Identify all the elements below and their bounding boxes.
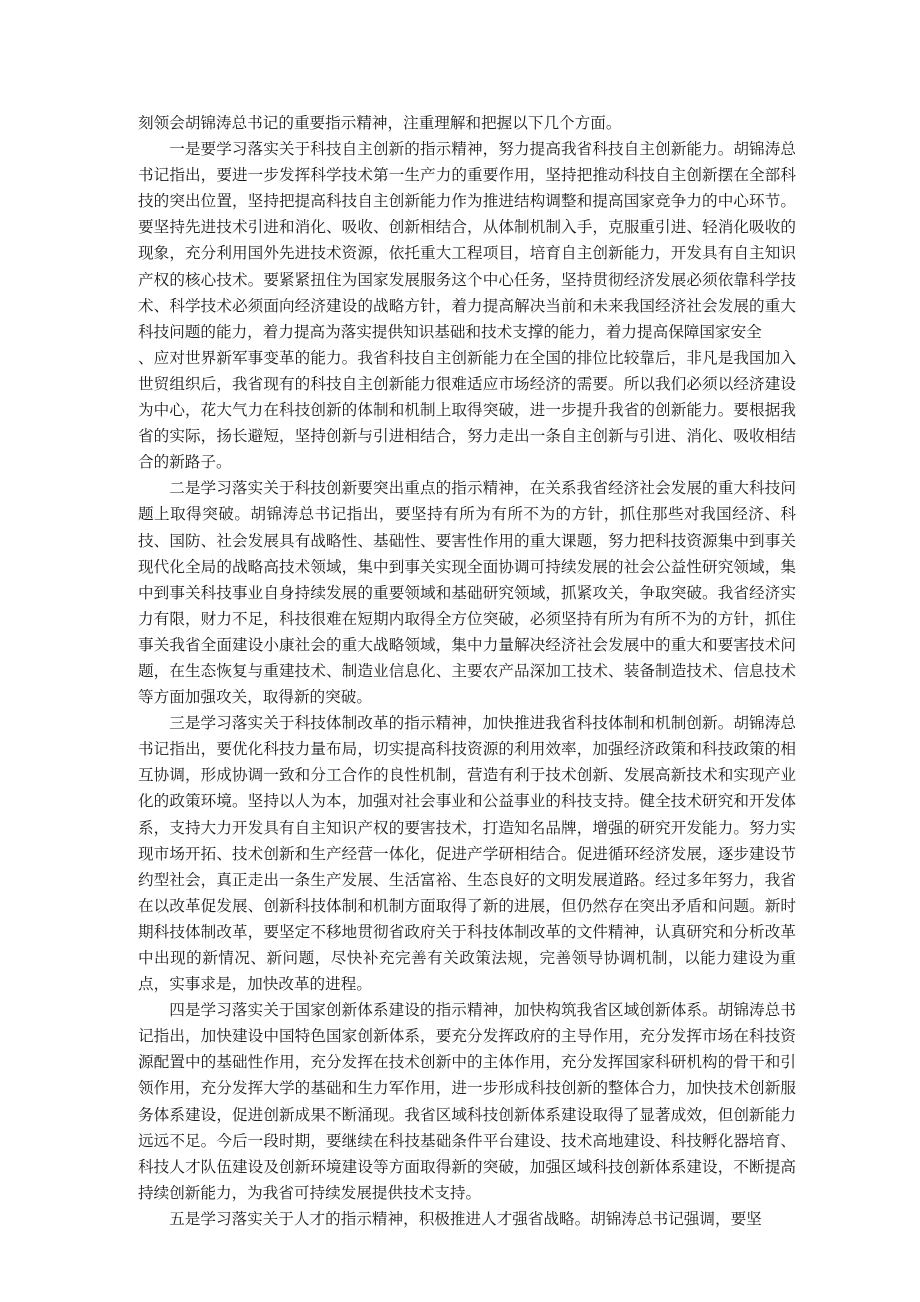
paragraph-point-three: 三是学习落实关于科技体制改革的指示精神，加快推进我省科技体制和机制创新。胡锦涛总书记指出，要优化科技力量布局，切实提高科技资源的利用效率，加强经济政策和科技政策的相互协调，形成协调一致和分工合作的良性机制，营造有利于技术创新、发展高新技术和实现产业化的政策环境。坚持以人为本，加强对社会事业和公益事业的科技支持。健全技术研究和开发体系，支持大力开发具有自主知识产权的要害技术，打造知名品牌，增强的研究开发能力。努力实现市场开拓、技术创新和生产经营一体化，促进产学研相结合。促进循环经济发展，逐步建设节约型社会，真正走出一条生产发展、生活富裕、生态良好的文明发展道路。经过多年努力，我省在以改革促发展、创新科技体制和机制方面取得了新的进展，但仍然存在突出矛盾和问题。新时期科技体制改革，要坚定不移地贯彻省政府关于科技体制改革的文件精神，认真研究和分析改革中出现的新情况、新问题，尽快补充完善有关政策法规，完善领导协调机制，以能力建设为重点，实事求是，加快改革的进程。: [138, 714, 796, 994]
paragraph-continuation: 刻领会胡锦涛总书记的重要指示精神，注重理解和把握以下几个方面。: [138, 114, 622, 132]
paragraph-point-five: 五是学习落实关于人才的指示精神，积极推进人才强省战略。胡锦涛总书记强调，要坚: [169, 1209, 762, 1228]
paragraph-point-two: 二是学习落实关于科技创新要突出重点的指示精神，在关系我省经济社会发展的重大科技问题上取得突破。胡锦涛总书记指出，要坚持有所为有所不为的方针，抓住那些对我国经济、科技、国防、社会发展具有战略性、基础性、要害性作用的重大课题，努力把科技资源集中到事关现代化全局的战略高技术领域，集中到事关实现全面协调可持续发展的社会公益性研究领域，集中到事关科技事业自身持续发展的重要领域和基础研究领域，抓紧攻关，争取突破。我省经济实力有限，财力不足，科技很难在短期内取得全方位突破，必须坚持有所为有所不为的方针，抓住事关我省全面建设小康社会的重大战略领域，集中力量解决经济社会发展中的重大和要害技术问题，在生态恢复与重建技术、制造业信息化、主要农产品深加工技术、装备制造技术、信息技术等方面加强攻关，取得新的突破。: [138, 479, 796, 707]
paragraph-point-one-continued: 、应对世界新军事变革的能力。我省科技自主创新能力在全国的排位比较靠后，非凡是我国加入世贸组织后，我省现有的科技自主创新能力很难适应市场经济的需要。所以我们必须以经济建设为中心，花大气力在科技创新的体制和机制上取得突破，进一步提升我省的创新能力。要根据我省的实际，扬长避短，坚持创新与引进相结合，努力走出一条自主创新与引进、消化、吸收相结合的新路子。: [138, 348, 796, 472]
paragraph-point-one: 一是要学习落实关于科技自主创新的指示精神，努力提高我省科技自主创新能力。胡锦涛总书记指出，要进一步发挥科学技术第一生产力的重要作用，坚持把推动科技自主创新摆在全部科技的突出位置，坚持把提高科技自主创新能力作为推进结构调整和提高国家竞争力的中心环节。要坚持先进技术引进和消化、吸收、创新相结合，从体制机制入手，克服重引进、轻消化吸收的现象，充分利用国外先进技术资源，依托重大工程项目，培育自主创新能力，开发具有自主知识产权的核心技术。要紧紧扭住为国家发展服务这个中心任务，坚持贯彻经济发展必须依靠科学技术、科学技术必须面向经济建设的战略方针，着力提高解决当前和未来我国经济社会发展的重大科技问题的能力，着力提高为落实提供知识基础和技术支撑的能力，着力提高保障国家安全: [138, 140, 796, 341]
paragraph-point-four: 四是学习落实关于国家创新体系建设的指示精神，加快构筑我省区域创新体系。胡锦涛总书记指出，加快建设中国特色国家创新体系，要充分发挥政府的主导作用，充分发挥市场在科技资源配置中的基础性作用，充分发挥在技术创新中的主体作用，充分发挥国家科研机构的骨干和引领作用，充分发挥大学的基础和生力军作用，进一步形成科技创新的整体合力，加快技术创新服务体系建设，促进创新成果不断涌现。我省区域科技创新体系建设取得了显著成效，但创新能力远远不足。今后一段时期，要继续在科技基础条件平台建设、技术高地建设、科技孵化器培育、科技人才队伍建设及创新环境建设等方面取得新的突破，加强区域科技创新体系建设，不断提高持续创新能力，为我省可持续发展提供技术支持。: [138, 1001, 796, 1202]
document-page: [138, 110, 796, 1232]
